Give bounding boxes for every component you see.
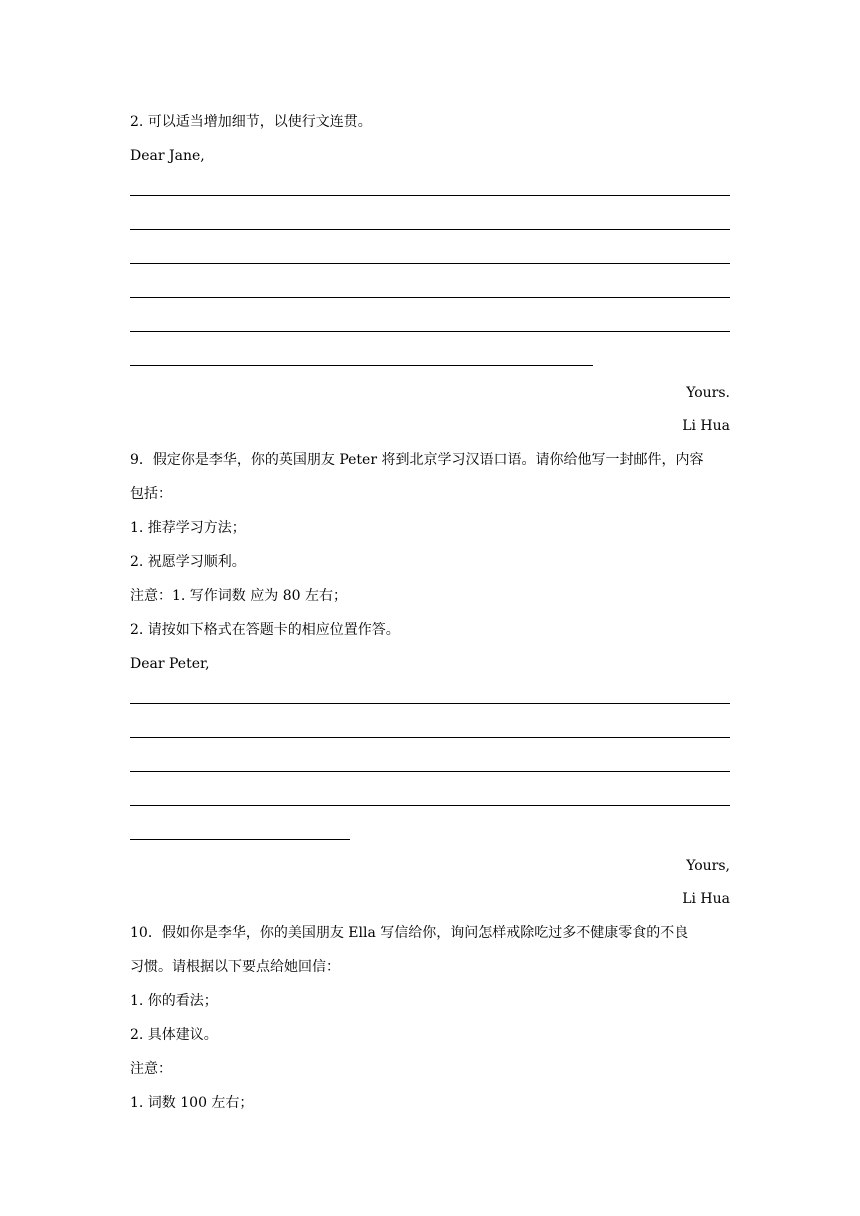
q9-closing: Yours, (686, 858, 730, 874)
q8-answer-line (130, 365, 593, 366)
q8-answer-line (130, 297, 730, 298)
q8-answer-line (130, 195, 730, 196)
q10-prompt-line-1: 10．假如你是李华，你的美国朋友 Ella 写信给你，询问怎样戒除吃过多不健康零食的不良 (130, 925, 689, 941)
q8-answer-line (130, 331, 730, 332)
q8-answer-line (130, 263, 730, 264)
q9-salutation: Dear Peter, (130, 656, 210, 672)
q8-note-2: 2. 可以适当增加细节，以使行文连贯。 (130, 114, 372, 130)
q9-answer-line (130, 771, 730, 772)
q9-note-1: 注意：1. 写作词数 应为 80 左右； (130, 588, 347, 604)
q9-signature: Li Hua (682, 891, 730, 907)
q9-point-2: 2. 祝愿学习顺利。 (130, 554, 246, 570)
q9-answer-line (130, 839, 350, 840)
q8-salutation: Dear Jane, (130, 148, 205, 164)
q10-point-2: 2. 具体建议。 (130, 1027, 218, 1043)
q10-point-1: 1. 你的看法； (130, 993, 218, 1009)
q9-note-2: 2. 请按如下格式在答题卡的相应位置作答。 (130, 622, 400, 638)
q10-prompt-line-2: 习惯。请根据以下要点给她回信： (130, 959, 340, 975)
q10-note-label: 注意： (130, 1061, 172, 1077)
q8-closing: Yours. (686, 385, 730, 401)
q9-answer-line (130, 805, 730, 806)
q10-note-1: 1. 词数 100 左右； (130, 1095, 254, 1111)
q8-answer-line (130, 229, 730, 230)
q9-prompt-line-1: 9．假定你是李华，你的英国朋友 Peter 将到北京学习汉语口语。请你给他写一封邮件，内容 (130, 452, 704, 468)
q9-point-1: 1. 推荐学习方法； (130, 520, 246, 536)
q8-signature: Li Hua (682, 418, 730, 434)
q9-answer-line (130, 737, 730, 738)
q9-prompt-line-2: 包括： (130, 486, 172, 502)
q9-answer-line (130, 703, 730, 704)
